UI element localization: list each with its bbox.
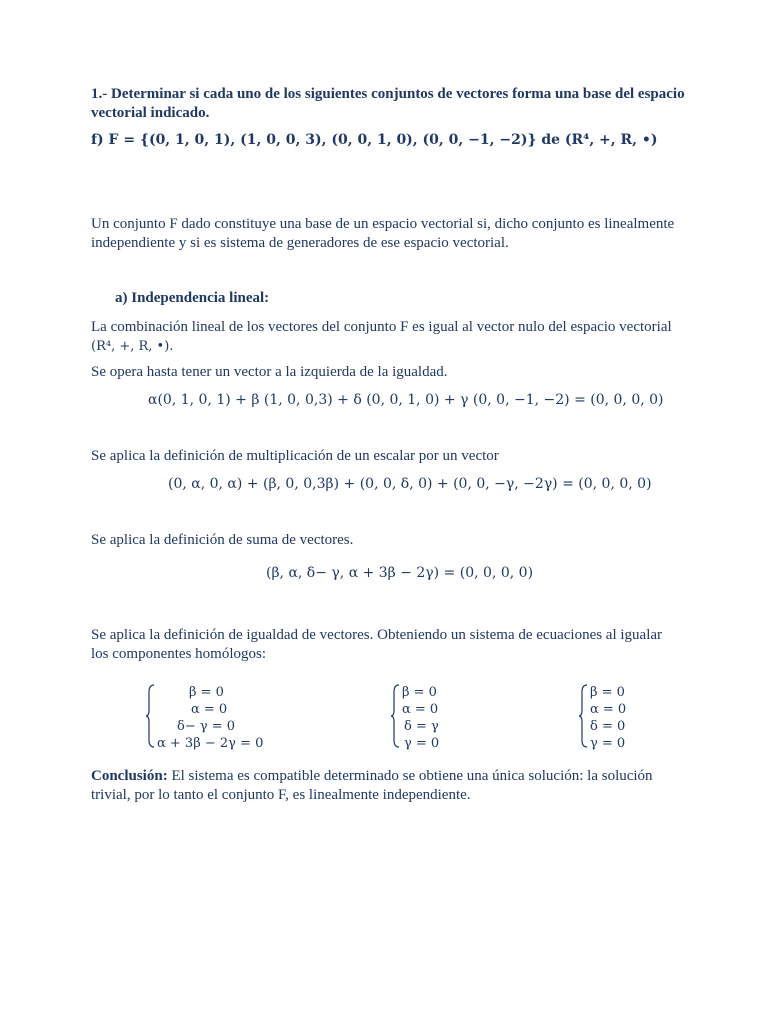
conclusion-line-1: El sistema es compatible determinado se obtiene una única solución: la solución [167, 768, 653, 784]
vector-sum-text: Se aplica la definición de suma de vectores. [91, 532, 354, 548]
conclusion-paragraph [91, 767, 694, 805]
section-heading-independencia: a) Independencia lineal: [115, 290, 270, 306]
system-1-lines [157, 684, 263, 752]
heading-line-1: 1.- Determinar si cada uno de los siguientes conjuntos de vectores forma una base del espacio [91, 86, 685, 102]
equation-linear-combination: α(0, 1, 0, 1) + β (1, 0, 0,3) + δ (0, 0, 1, 0) + γ (0, 0, −1, −2) = (0, 0, 0, 0) [148, 392, 664, 408]
conclusion-label: Conclusión: [91, 768, 168, 784]
system-3-eq-3: δ = 0 [590, 719, 626, 734]
system-3-eq-2: α = 0 [590, 702, 627, 717]
system-2-eq-1: β = 0 [402, 685, 437, 700]
intro-line-2: independiente y si es sistema de generadores de ese espacio vectorial. [91, 235, 509, 251]
system-3-eq-1: β = 0 [590, 685, 625, 700]
operate-text: Se opera hasta tener un vector a la izquierda de la igualdad. [91, 364, 448, 380]
exercise-heading [91, 85, 694, 123]
heading-line-2: vectorial indicado. [91, 105, 210, 121]
left-brace-icon [390, 684, 400, 748]
left-brace-icon [578, 684, 588, 748]
combination-line-2: (R⁴, +, R, •). [91, 339, 174, 354]
system-2-eq-4: γ = 0 [404, 736, 440, 751]
system-2-eq-2: α = 0 [402, 702, 439, 717]
equation-scalar-mult: (0, α, 0, α) + (β, 0, 0,3β) + (0, 0, δ, 0) + (0, 0, −γ, −2γ) = (0, 0, 0, 0) [168, 476, 652, 492]
system-2-eq-3: δ = γ [404, 719, 439, 734]
system-3-eq-4: γ = 0 [590, 736, 626, 751]
conclusion-line-2: trivial, por lo tanto el conjunto F, es linealmente independiente. [91, 787, 471, 803]
system-2-lines [402, 684, 439, 752]
intro-paragraph [91, 215, 694, 253]
combination-line-1: La combinación lineal de los vectores del conjunto F es igual al vector nulo del espacio vectorial [91, 319, 672, 335]
left-brace-icon [145, 684, 155, 748]
intro-line-1: Un conjunto F dado constituye una base de un espacio vectorial si, dicho conjunto es linealmente [91, 216, 675, 232]
combination-paragraph [91, 318, 694, 356]
system-3-lines [590, 684, 626, 752]
system-1-eq-2: α = 0 [191, 702, 228, 717]
scalar-mult-text: Se aplica la definición de multiplicación de un escalar por un vector [91, 448, 499, 464]
set-definition: f) F = {(0, 1, 0, 1), (1, 0, 0, 3), (0, 0, 1, 0), (0, 0, −1, −2)} de (R⁴, +, R, •) [91, 132, 658, 148]
equality-paragraph [91, 626, 694, 664]
system-1-eq-4: α + 3β − 2γ = 0 [157, 736, 264, 751]
equality-line-2: los componentes homólogos: [91, 646, 266, 662]
equation-vector-sum: (β, α, δ− γ, α + 3β − 2γ) = (0, 0, 0, 0) [266, 565, 534, 581]
system-1-eq-3: δ− γ = 0 [177, 719, 236, 734]
system-1-eq-1: β = 0 [189, 685, 224, 700]
equality-line-1: Se aplica la definición de igualdad de vectores. Obteniendo un sistema de ecuaciones al igualar [91, 627, 663, 643]
